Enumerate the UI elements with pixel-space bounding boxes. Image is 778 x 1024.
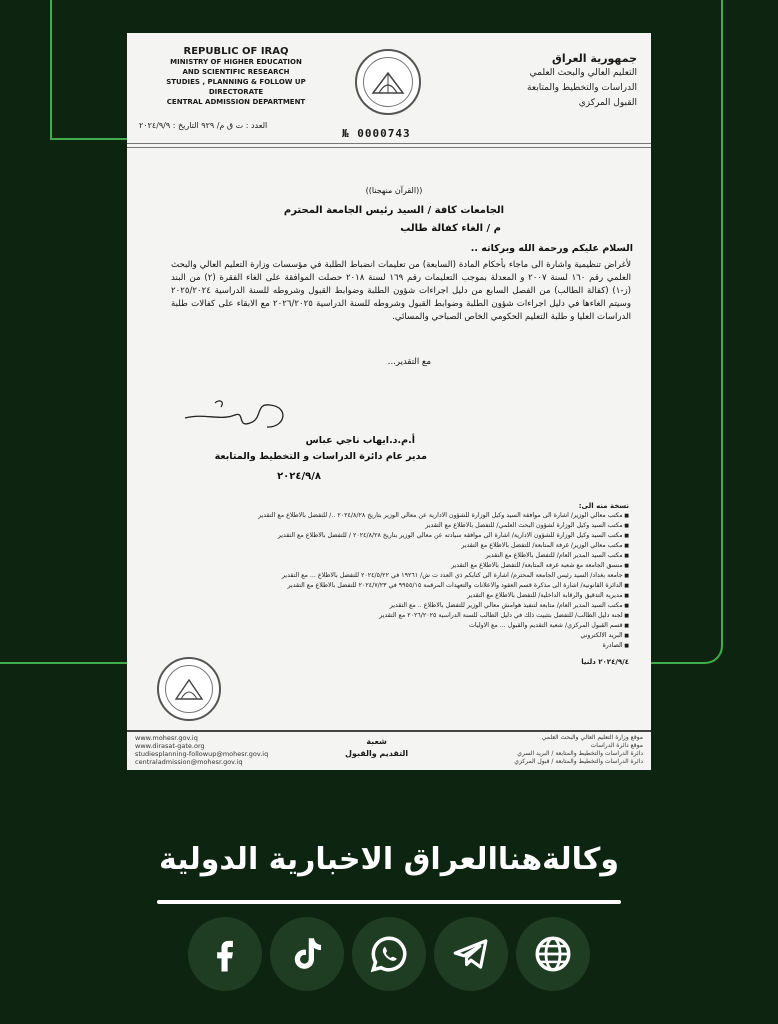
closing: مع التقدير...: [387, 357, 431, 367]
footer-r1: موقع وزارة التعليم العالي والبحث العلمي: [541, 734, 643, 741]
header-divider-2: [127, 147, 651, 148]
header-english: [141, 47, 331, 107]
list-item: ■ البريد الالكتروني: [141, 631, 629, 641]
list-item: ■ الدائرة القانونية/ اشارة الى مذكرة قسم العقود والاعلانات والتعهدات المرقمة ٩٩٥٥/١٥ في ٢٠٢٤/٧/٢٣ للتفضل بالاطلاع مع التقدير: [141, 581, 629, 591]
body-paragraph: لأغراض تنظيمية واشارة الى ماجاء بأحكام المادة (السابعة) من تعليمات انضباط الطلبة في مؤسسات وزارة التعليم العالي والبحث العلمي رقم ١٦٠ لسنة ٢٠٠٧ و المعدلة بموجب التعليمات رقم ١٦٩ لسنة ٢٠١٨ حصلت الموافقة على الغاء الفقرة (٢) من البند (ز-١) (كفالة الطالب) من الفصل السابع من دليل اجراءات شؤون الطلبة وضوابط القبول وشروطه للسنة الدراسية ٢٠٢٥/٢٠٢٤ وسيتم الغاءها في دليل اجراءات شؤون الطلبة وضوابط القبول وشروطه للسنة الدراسية ٢٠٢٦/٢٠٢٥ مع الابقاء على كفالات طلبة الدراسات العليا و طلبة التعليم الحكومي الخاص الصباحي والمسائي.: [171, 260, 632, 322]
greeting: السلام عليكم ورحمة الله وبركاته ..: [470, 243, 633, 254]
header-divider: [127, 143, 651, 144]
whatsapp-icon[interactable]: [352, 917, 426, 991]
header-arabic: [487, 51, 637, 111]
footer-web2: www.dirasat-gate.org: [135, 742, 205, 750]
copies-list: [141, 501, 629, 667]
sign-date: ٢٠٢٤/٩/٨: [277, 471, 321, 482]
tiktok-icon[interactable]: [270, 917, 344, 991]
list-item: ■ لجنة دليل الطالب/ للتفضل بتثبيت ذلك في دليل الطالب للسنة الدراسية ٢٠٢٦/٢٠٢٥ مع التقدير: [141, 611, 629, 621]
frame-line-left: [50, 0, 52, 140]
footer-r3: دائرة الدراسات والتخطيط والمتابعة / البريد السري: [517, 750, 643, 757]
subject: م / الغاء كفالة طالب: [400, 223, 501, 234]
brand-name: وكالةهناالعراق الاخبارية الدولية: [159, 842, 619, 877]
list-item: ■ مكتب السيد المدير العام/ متابعة لتنفيذ هوامش معالي الوزير للتفضل بالاطلاع .. مع التقدير: [141, 601, 629, 611]
list-item: ■ جامعة بغداد/ السيد رئيس الجامعة المحترم/ اشارة الى كتابكم ذي العدد ت ش/ ١٩٢٦١ في ٢٠٢٤/٥/٢٢ للتفضل بالاطلاع ... مع التقدير: [141, 571, 629, 581]
frame-line-bottom: [0, 662, 127, 664]
header-en-line4: STUDIES , PLANNING & FOLLOW UP DIRECTORATE: [166, 78, 306, 96]
header-ar-line4: القبول المركزي: [578, 98, 637, 108]
frame-line-right: [651, 0, 723, 664]
list-item: ■ مكتب السيد وكيل الوزارة لشؤون البحث العلمي/ للتفضل بالاطلاع مع التقدير: [141, 521, 629, 531]
list-item: ■ مكتب معالي الوزير/ غرفة المتابعة/ للتفضل بالاطلاع مع التقدير: [141, 541, 629, 551]
header-en-line3: AND SCIENTIFIC RESEARCH: [182, 68, 290, 76]
footer-web1: www.mohesr.gov.iq: [135, 734, 198, 742]
reference-number: العدد : ت ق م/ ٩٢٩ التاريخ : ٢٠٢٤/٩/٩: [139, 121, 268, 130]
signer-title: مدير عام دائرة الدراسات و التخطيط والمتابعة: [214, 451, 427, 462]
list-item: ■ مكتب السيد وكيل الوزارة للشؤون الادارية/ اشارة الى موافقة سيادته عن معالي الوزير بتاريخ ٢٠٢٤/٨/٢٨ / للتفضل بالاطلاع مع التقدير: [141, 531, 629, 541]
footer-email1: studiesplanning-followup@mohesr.gov.iq: [135, 750, 269, 758]
social-icons: [0, 917, 778, 991]
list-item: ■ الصادرة: [141, 641, 629, 651]
signature-icon: [175, 393, 305, 443]
list-item: ■ منسق الجامعة مع شعبة غرفة المتابعة/ للتفضل بالاطلاع مع التقدير: [141, 561, 629, 571]
globe-icon[interactable]: [516, 917, 590, 991]
header-en-line5: CENTRAL ADMISSION DEPARTMENT: [166, 98, 306, 106]
serial-number: [342, 127, 411, 140]
signer-name: أ.م.د.ايهاب ناجي عباس: [305, 435, 415, 446]
footer-r4: دائرة الدراسات والتخطيط والمتابعة / قبول المركزي: [514, 758, 643, 765]
document-footer: [127, 730, 651, 770]
header-en-line1: REPUBLIC OF IRAQ: [183, 46, 289, 57]
header-en-line2: MINISTRY OF HIGHER EDUCATION: [170, 58, 302, 66]
facebook-icon[interactable]: [188, 917, 262, 991]
header-ar-line2: التعليم العالي والبحث العلمي: [529, 68, 637, 78]
serial-value: 0000743: [357, 127, 411, 140]
header-ar-line1: جمهورية العراق: [552, 52, 637, 65]
footer-email2: centraladmission@mohesr.gov.iq: [135, 758, 243, 766]
footer-mid1: شعبة: [366, 737, 387, 746]
header-ar-line3: الدراسات والتخطيط والمتابعة: [527, 83, 637, 93]
note-date: ٢٠٢٤/٩/٤ دلنيا: [581, 658, 629, 666]
list-item: ■ مكتب معالي الوزير/ اشارة الى موافقة السيد وكيل الوزارة للشؤون الادارية عن معالي الوزير بتاريخ ٢٠٢٤/٨/٢٨ ../ للتفضل بالاطلاع مع التقدير: [141, 511, 629, 521]
footer-r2: موقع دائرة الدراسات: [590, 742, 643, 749]
serial-label: №: [342, 127, 350, 140]
list-item: ■ مديرية التدقيق والرقابة الداخلية/ للتفضل بالاطلاع مع التقدير: [141, 591, 629, 601]
telegram-icon[interactable]: [434, 917, 508, 991]
quran-line: ((القرآن منهجنا)): [365, 186, 423, 195]
list-item: ■ مكتب السيد المدير العام/ للتفضل بالاطلاع مع التقدير: [141, 551, 629, 561]
addressee: الجامعات كافة / السيد رئيس الجامعة المحترم: [283, 205, 505, 216]
copies-title: نسخة منه الى:: [578, 502, 629, 510]
department-stamp-icon: [157, 657, 221, 721]
official-letter: [127, 33, 651, 770]
ministry-seal-icon: [355, 49, 421, 115]
footer-mid2: التقديم والقبول: [345, 749, 409, 758]
brand-underline: [157, 900, 621, 904]
list-item: ■ قسم القبول المركزي/ شعبة التقديم والقبول ... مع الاوليات: [141, 621, 629, 631]
